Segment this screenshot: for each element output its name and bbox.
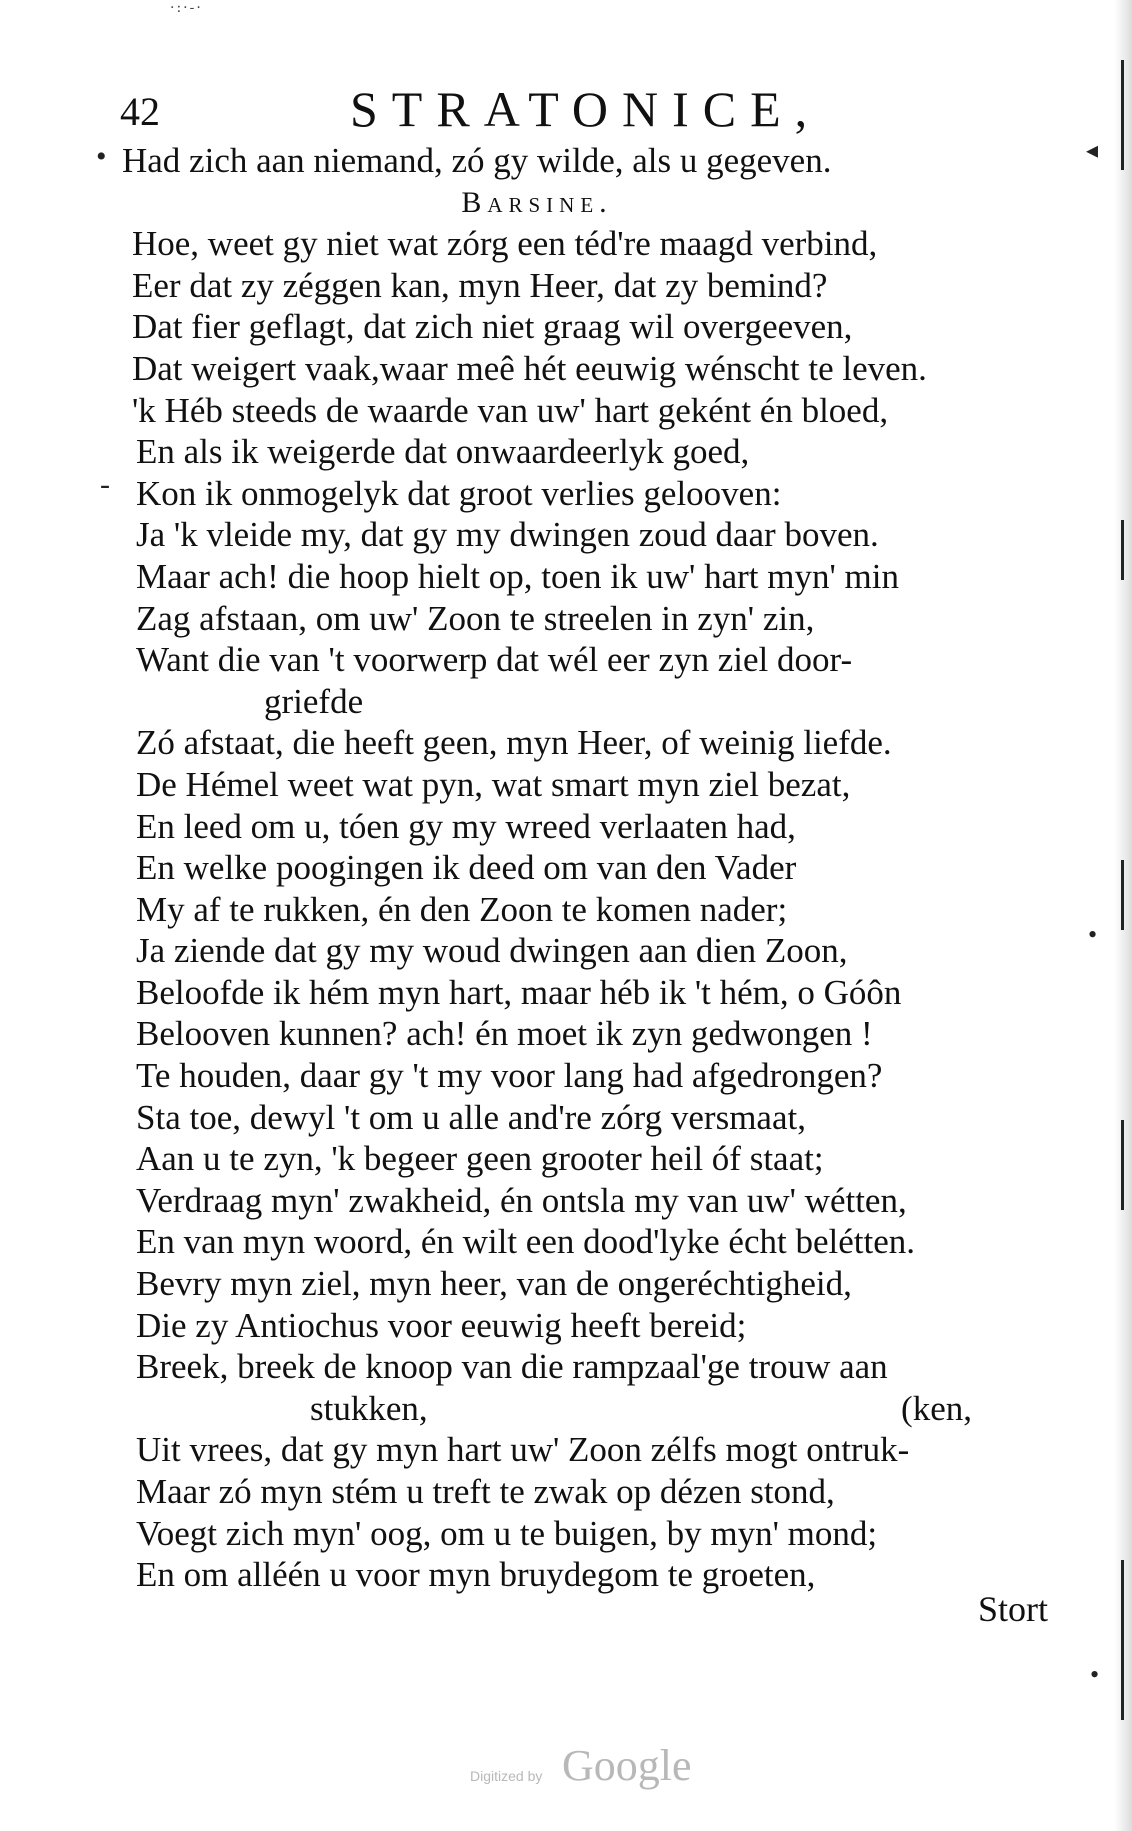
edge-line — [1121, 60, 1124, 170]
verse-line: Dat weigert vaak,waar meê hét eeuwig wénscht te leven. — [132, 348, 927, 388]
edge-line — [1121, 860, 1124, 930]
verse-line: Hoe, weet gy niet wat zórg een téd're maagd verbind, — [132, 224, 878, 264]
verse-line: Sta toe, dewyl 't om u alle and're zórg versmaat, — [136, 1097, 806, 1137]
verse-line: Maar zó myn stém u treft te zwak op dézen stond, — [136, 1472, 835, 1511]
edge-line — [1121, 520, 1124, 580]
google-logo: Google — [562, 1741, 692, 1790]
page-header — [120, 80, 880, 140]
margin-dash: - — [100, 468, 110, 501]
verse-line: Had zich aan niemand, zó gy wilde, als u gegeven. — [122, 141, 832, 180]
speaker-name: Barsine. — [461, 185, 613, 219]
verse-line: Breek, breek de knoop van die rampzaal'ge trouw aan — [136, 1347, 888, 1387]
verse-line: Want die van 't voorwerp dat wél eer zyn ziel door- — [136, 640, 853, 680]
verse-line: De Hémel weet wat pyn, wat smart myn ziel bezat, — [136, 764, 851, 804]
verse-line: Eer dat zy zéggen kan, myn Heer, dat zy bemind? — [132, 265, 828, 305]
verse-line: My af te rukken, én den Zoon te komen nader; — [136, 889, 788, 929]
digitized-by-text: Digitized by — [470, 1768, 543, 1784]
verse-line-continuation — [122, 1388, 1082, 1430]
verse-line: En van myn woord, én wilt een dood'lyke écht belétten. — [136, 1222, 916, 1262]
verse-line: Zag afstaan, om uw' Zoon te streelen in zyn' zin, — [136, 598, 815, 638]
verse-line: Belooven kunnen? ach! én moet ik zyn gedwongen ! — [136, 1014, 873, 1054]
verse-line: Uit vrees, dat gy myn hart uw' Zoon zélfs mogt ontruk- — [136, 1430, 910, 1470]
verse-line: Zó afstaat, die heeft geen, myn Heer, of weinig liefde. — [136, 723, 892, 763]
verse-line: Te houden, daar gy 't my voor lang had afgedrongen? — [136, 1056, 883, 1096]
top-printer-mark: ·:·-· — [170, 0, 203, 16]
margin-bullet: • — [96, 140, 107, 173]
running-title: STRATONICE, — [350, 81, 822, 137]
verse-line-continuation: griefde — [264, 681, 364, 721]
edge-line — [1121, 1560, 1124, 1720]
catchword: Stort — [978, 1589, 1049, 1629]
verse-line: Beloofde ik hém myn hart, maar héb ik 't hém, o Góôn — [136, 972, 902, 1012]
margin-mark-right-low: • — [1090, 1660, 1100, 1689]
verse-line: Ja ziende dat gy my woud dwingen aan dien Zoon, — [136, 931, 848, 971]
verse-line: Die zy Antiochus voor eeuwig heeft bereid; — [136, 1305, 747, 1345]
verse-line: 'k Héb steeds de waarde van uw' hart geként én bloed, — [132, 390, 889, 430]
verse-line: Dat fier geflagt, dat zich niet graag wil overgeeven, — [132, 307, 853, 347]
continuation-left: stukken, — [310, 1388, 428, 1428]
margin-mark-right-top: ◂ — [1086, 138, 1099, 164]
verse-text — [122, 140, 1082, 1596]
verse-line: En als ik weigerde dat onwaardeerlyk goed, — [136, 432, 750, 472]
verse-line: Maar ach! die hoop hielt op, toen ik uw' hart myn' min — [136, 556, 899, 596]
continuation-right: (ken, — [901, 1388, 972, 1428]
verse-line: Voegt zich myn' oog, om u te buigen, by myn' mond; — [136, 1513, 878, 1553]
verse-line: En om alléén u voor myn bruydegom te groeten, — [136, 1555, 816, 1595]
verse-line: Ja 'k vleide my, dat gy my dwingen zoud daar boven. — [136, 515, 879, 555]
verse-line: Verdraag myn' zwakheid, én ontsla my van uw' wétten, — [136, 1180, 907, 1220]
verse-line: Aan u te zyn, 'k begeer geen grooter heil óf staat; — [136, 1139, 824, 1179]
digitized-watermark — [470, 1740, 700, 1800]
verse-line: Bevry myn ziel, myn heer, van de ongeréchtigheid, — [136, 1264, 852, 1304]
verse-line: En welke poogingen ik deed om van den Vader — [136, 848, 797, 888]
margin-mark-right-mid: • — [1088, 920, 1098, 949]
verse-line: Kon ik onmogelyk dat groot verlies gelooven: — [136, 473, 782, 513]
verse-line: En leed om u, tóen gy my wreed verlaaten had, — [136, 806, 796, 846]
page-number: 42 — [120, 89, 160, 134]
edge-line — [1121, 1120, 1124, 1210]
